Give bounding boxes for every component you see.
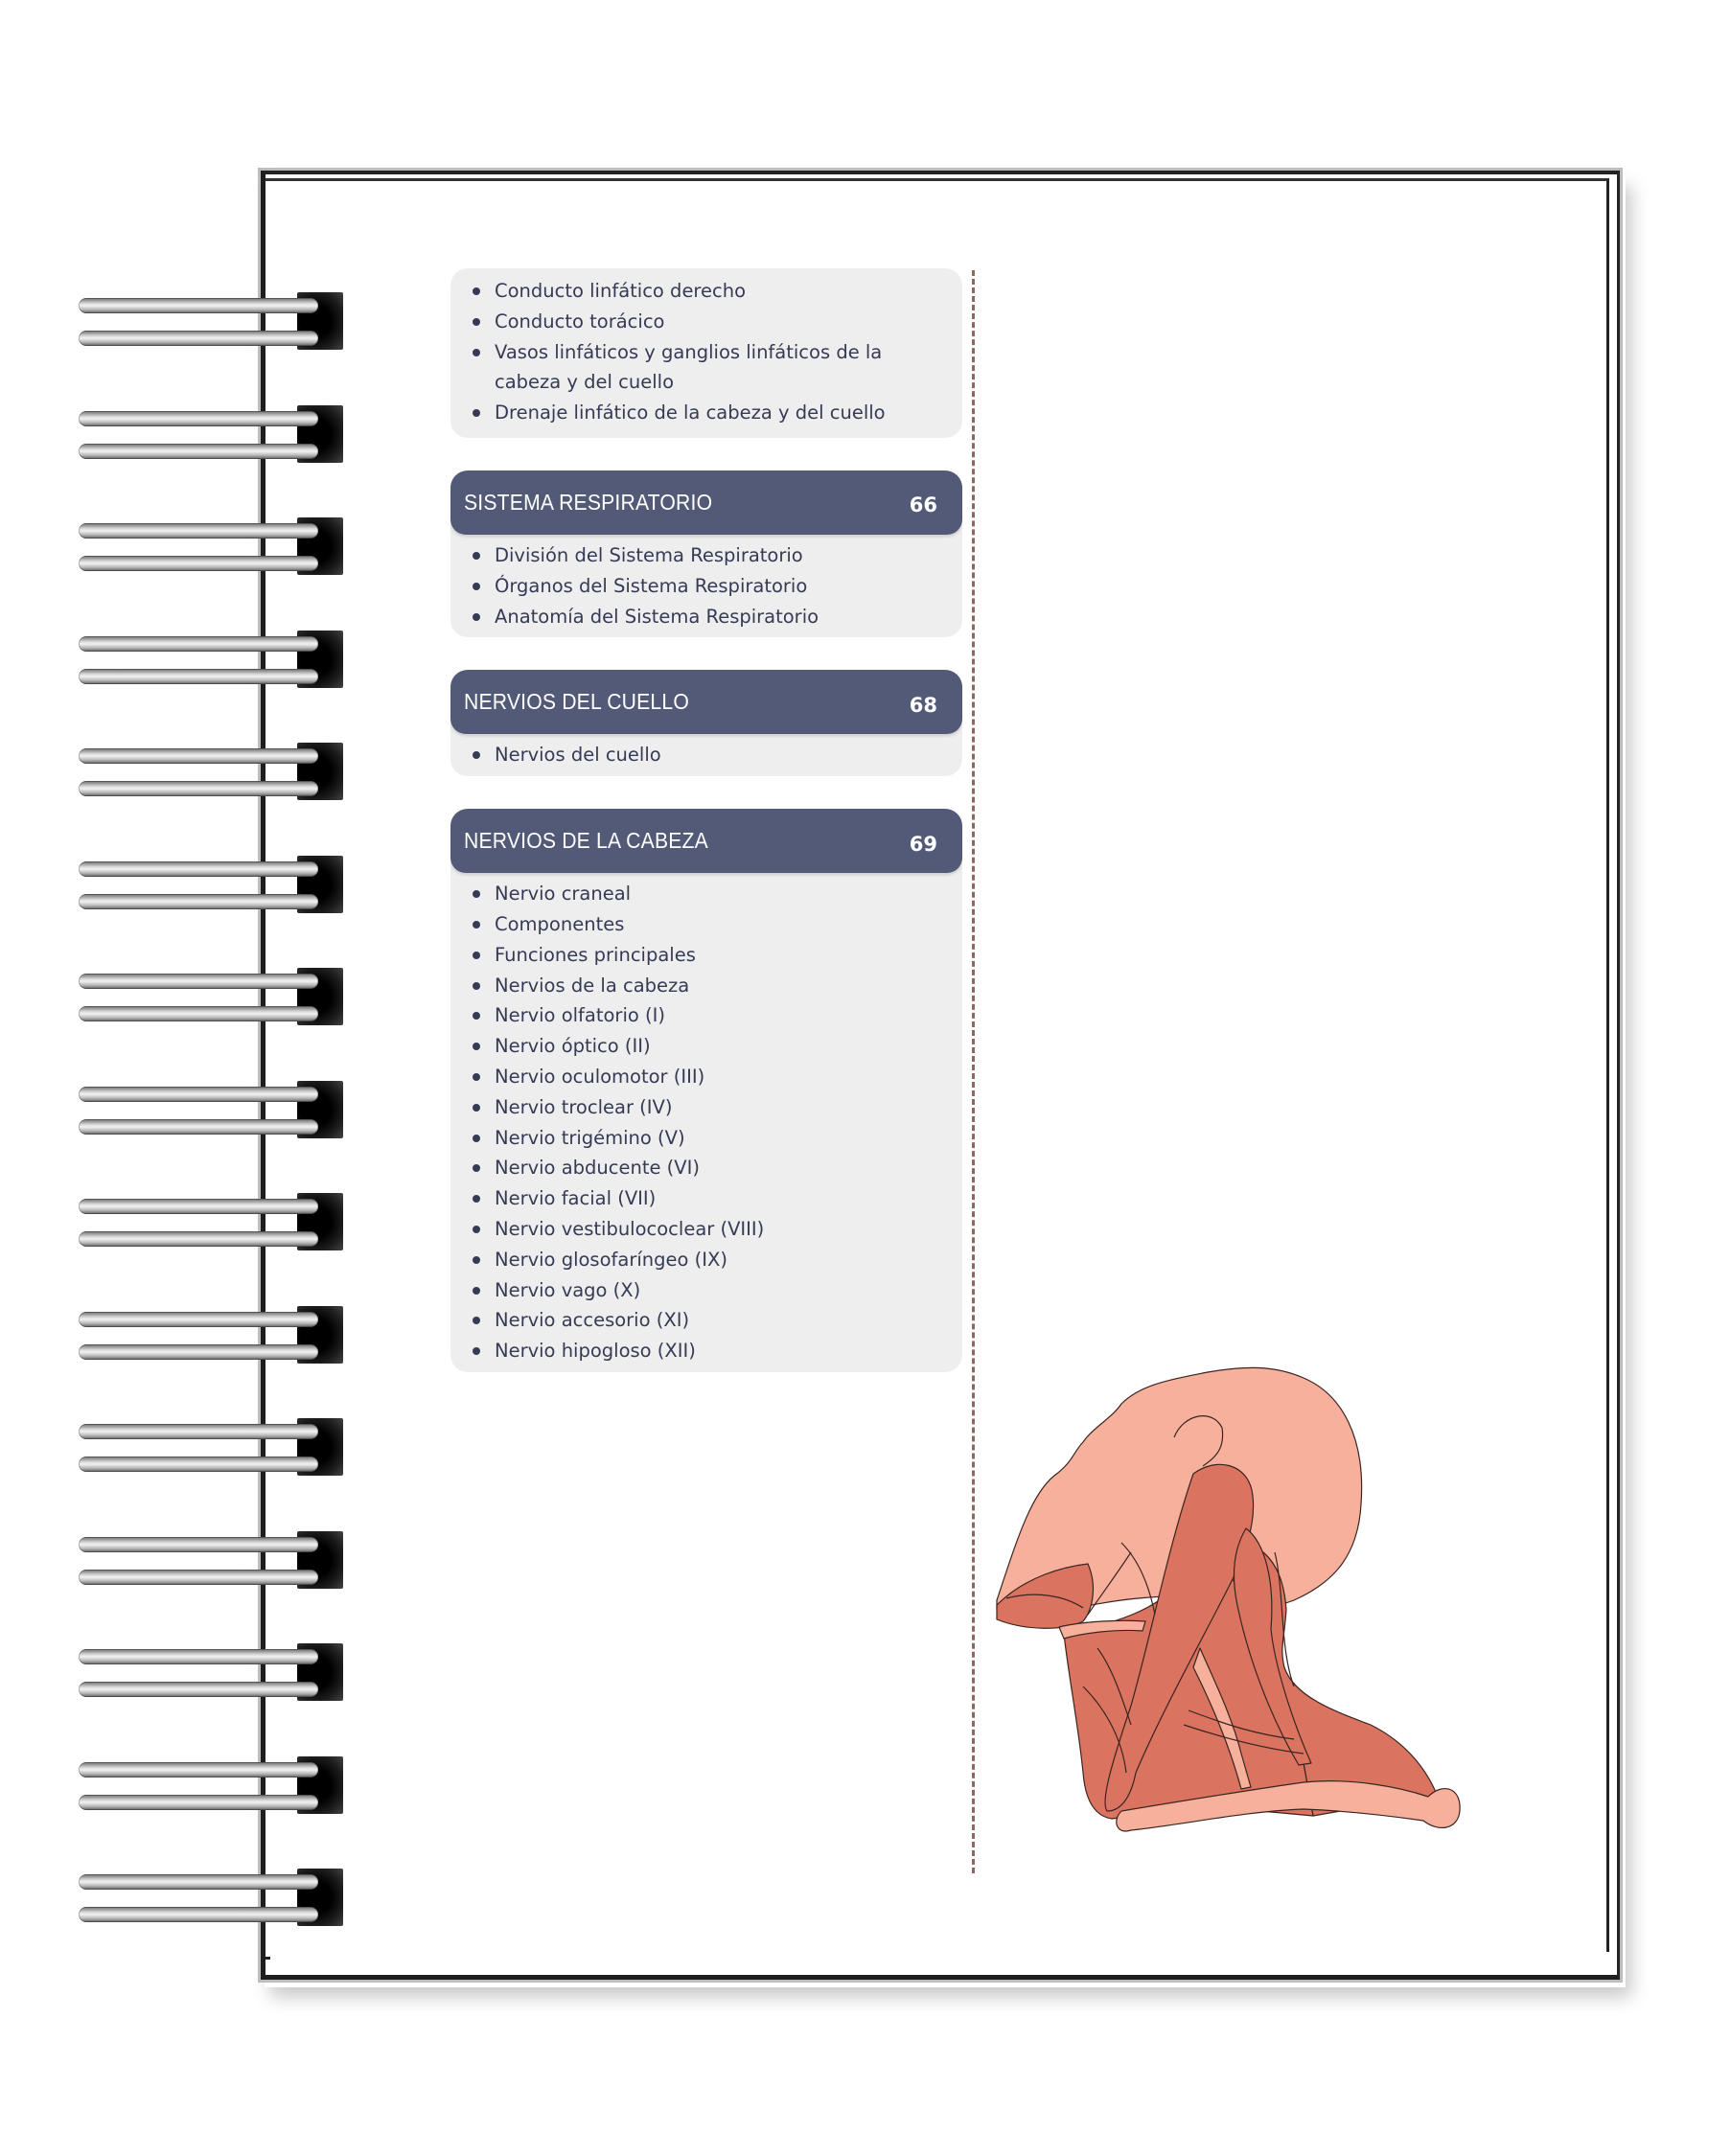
toc-item[interactable]: Órganos del Sistema Respiratorio (464, 571, 953, 602)
toc-section-respiratory (450, 470, 962, 637)
ring-wire (79, 1907, 318, 1922)
toc-item[interactable]: Nervio olfatorio (I) (464, 1000, 953, 1031)
ring-wire (79, 1231, 318, 1247)
toc-item[interactable]: Nervios del cuello (464, 740, 953, 770)
toc-item-list (450, 873, 962, 1372)
toc-item[interactable]: Funciones principales (464, 940, 953, 971)
section-page-number: 68 (909, 693, 937, 717)
ring-wire (79, 1344, 318, 1360)
ring-wire (79, 556, 318, 571)
section-title: NERVIOS DEL CUELLO (464, 689, 689, 715)
spiral-ring (77, 743, 345, 798)
ring-wire (79, 1199, 318, 1214)
toc-item-list (450, 535, 962, 637)
ring-wire (79, 781, 318, 796)
toc-section-lymphatic-continued (450, 268, 962, 438)
section-page-number: 69 (909, 832, 937, 856)
ring-wire (79, 1119, 318, 1135)
spiral-ring (77, 405, 345, 461)
ring-wire (79, 1087, 318, 1102)
ring-wire (79, 523, 318, 539)
ring-wire (79, 1570, 318, 1585)
spiral-ring (77, 1418, 345, 1474)
ring-wire (79, 1537, 318, 1552)
toc-section-head-nerves (450, 809, 962, 1372)
ring-wire (79, 636, 318, 652)
toc-item[interactable]: División del Sistema Respiratorio (464, 540, 953, 571)
toc-item[interactable]: Nervio abducente (VI) (464, 1153, 953, 1183)
toc-item[interactable]: Nervio vago (X) (464, 1275, 953, 1306)
toc-item[interactable]: Nervio hipogloso (XII) (464, 1336, 953, 1366)
toc-item[interactable]: Nervio trigémino (V) (464, 1123, 953, 1154)
spiral-ring (77, 292, 345, 348)
toc-item[interactable]: Vasos linfáticos y ganglios linfáticos de la cabeza y del cuello (464, 337, 953, 399)
table-of-contents (450, 268, 962, 1405)
ring-wire (79, 1649, 318, 1664)
section-page-number: 66 (909, 493, 937, 517)
section-title: SISTEMA RESPIRATORIO (464, 489, 713, 515)
toc-item-list (450, 734, 962, 776)
toc-item[interactable]: Conducto torácico (464, 307, 953, 337)
ring-wire (79, 1682, 318, 1697)
toc-item[interactable]: Nervio vestibulococlear (VIII) (464, 1214, 953, 1245)
ring-wire (79, 669, 318, 684)
toc-item[interactable]: Conducto linfático derecho (464, 276, 953, 307)
toc-item[interactable]: Nervios de la cabeza (464, 971, 953, 1001)
section-header[interactable] (450, 809, 962, 873)
section-header[interactable] (450, 670, 962, 734)
spiral-ring (77, 1869, 345, 1924)
toc-item-list (450, 268, 962, 438)
ring-wire (79, 1006, 318, 1021)
toc-item[interactable]: Drenaje linfático de la cabeza y del cuello (464, 398, 953, 428)
spiral-ring (77, 1306, 345, 1362)
ring-wire (79, 748, 318, 764)
spiral-ring (77, 1643, 345, 1699)
ring-wire (79, 1874, 318, 1890)
ring-wire (79, 331, 318, 346)
spiral-ring (77, 1081, 345, 1136)
ring-wire (79, 861, 318, 877)
toc-item[interactable]: Nervio glosofaríngeo (IX) (464, 1245, 953, 1275)
ring-wire (79, 894, 318, 909)
ring-wire (79, 1762, 318, 1778)
ring-wire (79, 1795, 318, 1810)
spiral-ring (77, 631, 345, 686)
spiral-ring (77, 968, 345, 1023)
section-header[interactable] (450, 470, 962, 535)
toc-item[interactable]: Nervio oculomotor (III) (464, 1062, 953, 1092)
head-neck-muscles-illustration (987, 1361, 1581, 1955)
toc-item[interactable]: Nervio craneal (464, 879, 953, 909)
spiral-ring (77, 856, 345, 911)
dashed-column-divider (972, 270, 975, 1873)
ring-wire (79, 1312, 318, 1327)
spiral-ring (77, 1531, 345, 1587)
ring-wire (79, 1456, 318, 1472)
ring-wire (79, 1424, 318, 1439)
page-corner-mark (261, 1957, 270, 1960)
toc-item[interactable]: Componentes (464, 909, 953, 940)
section-title: NERVIOS DE LA CABEZA (464, 828, 708, 854)
toc-item[interactable]: Anatomía del Sistema Respiratorio (464, 602, 953, 632)
ring-wire (79, 444, 318, 459)
spiral-ring (77, 1756, 345, 1812)
toc-section-neck-nerves (450, 670, 962, 776)
toc-item[interactable]: Nervio accesorio (XI) (464, 1305, 953, 1336)
ring-wire (79, 411, 318, 426)
ring-wire (79, 298, 318, 313)
toc-item[interactable]: Nervio troclear (IV) (464, 1092, 953, 1123)
spiral-ring (77, 1193, 345, 1249)
toc-item[interactable]: Nervio óptico (II) (464, 1031, 953, 1062)
spiral-ring (77, 517, 345, 573)
toc-item[interactable]: Nervio facial (VII) (464, 1183, 953, 1214)
ring-wire (79, 974, 318, 989)
